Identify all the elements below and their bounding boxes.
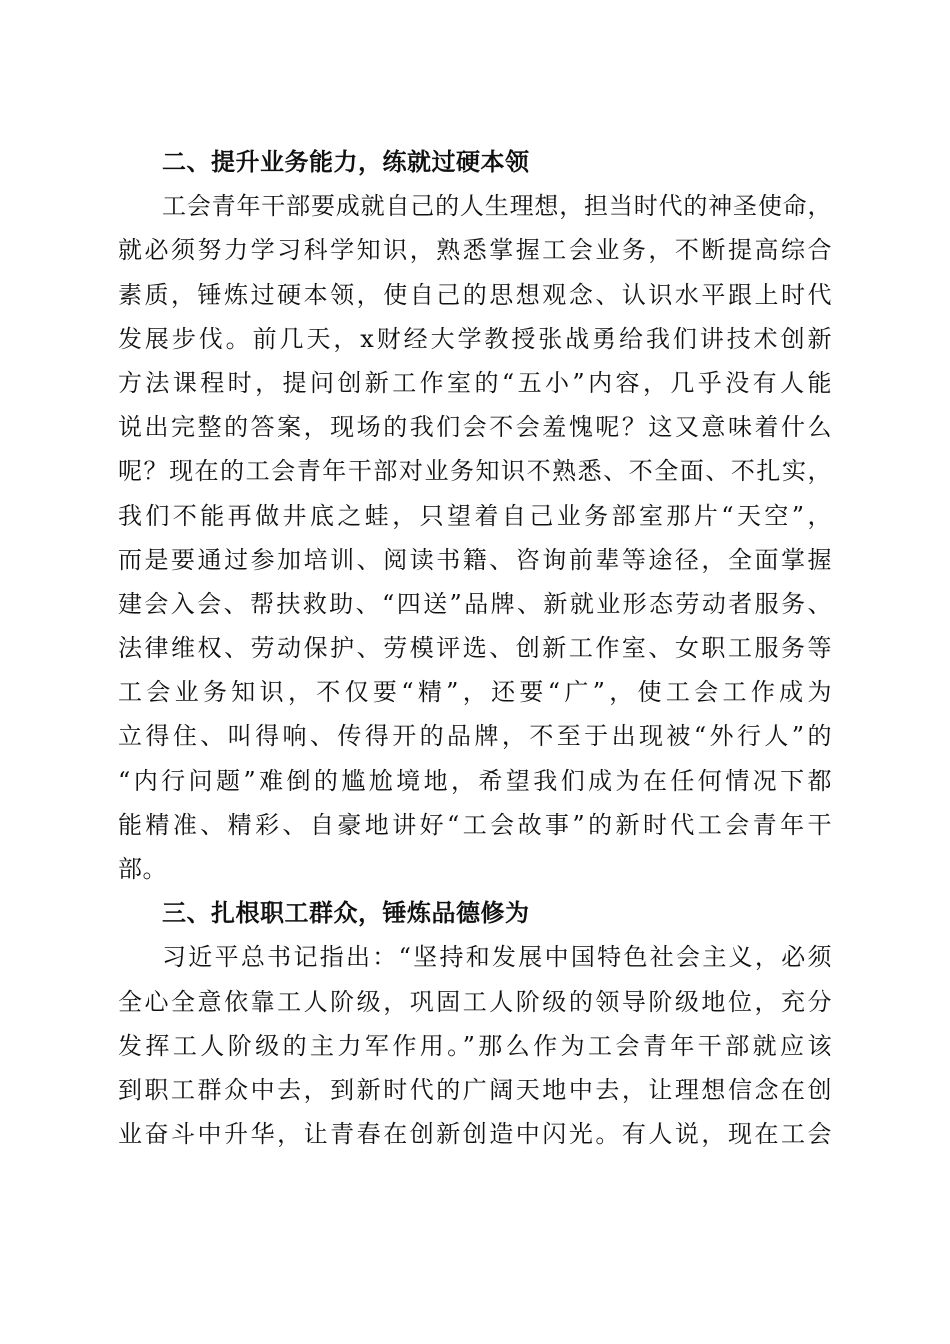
paragraph-line: 部。: [118, 855, 167, 883]
paragraph-line: 工会青年干部要成就自己的人生理想，担当时代的神圣使命，: [162, 192, 832, 221]
section-3-heading: 三、扎根职工群众，锤炼品德修为: [162, 899, 530, 928]
section-2-heading: 二、提升业务能力，练就过硬本领: [162, 148, 530, 176]
paragraph-line: 全心全意依靠工人阶级，巩固工人阶级的领导阶级地位，充分: [118, 987, 832, 1016]
paragraph-line: 而是要通过参加培训、阅读书籍、咨询前辈等途径，全面掌握: [118, 545, 832, 574]
paragraph-line: 方法课程时，提问创新工作室的“五小”内容，几乎没有人能: [118, 368, 832, 397]
paragraph-line: 到职工群众中去，到新时代的广阔天地中去，让理想信念在创: [118, 1075, 832, 1104]
paragraph-line: 素质，锤炼过硬本领，使自己的思想观念、认识水平跟上时代: [118, 280, 832, 309]
section-2-paragraph: [118, 184, 832, 891]
paragraph-line: 法律维权、劳动保护、劳模评选、创新工作室、女职工服务等: [118, 634, 832, 663]
paragraph-line: 能精准、精彩、自豪地讲好“工会故事”的新时代工会青年干: [118, 810, 832, 839]
section-3-paragraph: [118, 935, 832, 1156]
paragraph-line: 呢？现在的工会青年干部对业务知识不熟悉、不全面、不扎实，: [118, 457, 832, 486]
paragraph-line: 业奋斗中升华，让青春在创新创造中闪光。有人说，现在工会: [118, 1120, 832, 1149]
paragraph-line: 我们不能再做井底之蛙，只望着自己业务部室那片“天空”，: [118, 501, 832, 530]
paragraph-line: 就必须努力学习科学知识，熟悉掌握工会业务，不断提高综合: [118, 236, 832, 265]
paragraph-line: 建会入会、帮扶救助、“四送”品牌、新就业形态劳动者服务、: [118, 589, 832, 618]
document-body: [118, 140, 832, 1156]
paragraph-line: “内行问题”难倒的尴尬境地，希望我们成为在任何情况下都: [118, 766, 832, 795]
paragraph-line: 说出完整的答案，现场的我们会不会羞愧呢？这又意味着什么: [118, 413, 832, 442]
paragraph-line: 发展步伐。前几天，x财经大学教授张战勇给我们讲技术创新: [118, 324, 832, 353]
paragraph-line: 习近平总书记指出：“坚持和发展中国特色社会主义，必须: [162, 943, 832, 972]
paragraph-line: 发挥工人阶级的主力军作用。”那么作为工会青年干部就应该: [118, 1031, 832, 1060]
paragraph-line: 立得住、叫得响、传得开的品牌，不至于出现被“外行人”的: [118, 722, 832, 751]
paragraph-line: 工会业务知识，不仅要“精”，还要“广”，使工会工作成为: [118, 678, 832, 707]
